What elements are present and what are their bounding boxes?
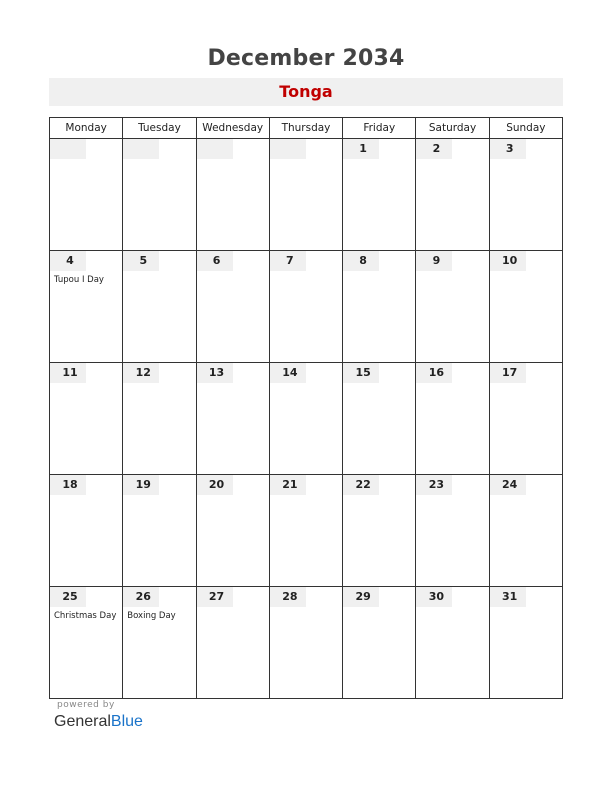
day-number: 11 [50, 363, 86, 383]
day-number: 18 [50, 475, 86, 495]
day-number: 22 [343, 475, 379, 495]
day-cell [489, 251, 562, 363]
day-cell [416, 251, 489, 363]
day-cell [123, 475, 196, 587]
powered-by-label: powered by [57, 700, 115, 710]
week-row [50, 475, 563, 587]
day-number: 10 [490, 251, 526, 271]
day-number: 7 [270, 251, 306, 271]
day-number [123, 139, 159, 159]
day-number: 2 [416, 139, 452, 159]
week-row [50, 587, 563, 699]
day-cell [269, 475, 342, 587]
day-cell [123, 587, 196, 699]
day-number: 26 [123, 587, 159, 607]
country-banner [49, 78, 563, 106]
day-number: 8 [343, 251, 379, 271]
brand-logo[interactable] [54, 713, 143, 731]
day-cell [343, 475, 416, 587]
day-cell [50, 139, 123, 251]
day-number: 4 [50, 251, 86, 271]
page-title: December 2034 [207, 46, 405, 71]
day-cell [123, 251, 196, 363]
day-number: 31 [490, 587, 526, 607]
weekday-header: Monday [50, 118, 123, 139]
day-cell [196, 139, 269, 251]
weekday-header: Friday [343, 118, 416, 139]
day-cell [416, 363, 489, 475]
day-cell [123, 139, 196, 251]
day-number: 21 [270, 475, 306, 495]
brand-blue: Blue [110, 713, 143, 730]
day-cell [343, 251, 416, 363]
weekday-header: Sunday [489, 118, 562, 139]
day-number: 20 [197, 475, 233, 495]
day-number: 27 [197, 587, 233, 607]
week-row [50, 139, 563, 251]
day-cell [269, 363, 342, 475]
day-cell [343, 587, 416, 699]
day-cell [50, 587, 123, 699]
day-number: 12 [123, 363, 159, 383]
day-cell [489, 475, 562, 587]
day-number: 6 [197, 251, 233, 271]
weekday-header: Wednesday [196, 118, 269, 139]
holiday-label: Tupou I Day [54, 275, 104, 285]
day-number [270, 139, 306, 159]
weekday-header: Saturday [416, 118, 489, 139]
day-cell [196, 475, 269, 587]
day-number: 23 [416, 475, 452, 495]
day-cell [50, 475, 123, 587]
day-number: 15 [343, 363, 379, 383]
day-number: 1 [343, 139, 379, 159]
day-number: 5 [123, 251, 159, 271]
weekday-header: Thursday [269, 118, 342, 139]
day-number: 28 [270, 587, 306, 607]
day-cell [343, 363, 416, 475]
day-number: 17 [490, 363, 526, 383]
day-cell [50, 251, 123, 363]
holiday-label: Boxing Day [127, 611, 176, 621]
day-cell [489, 587, 562, 699]
day-number: 24 [490, 475, 526, 495]
day-cell [416, 139, 489, 251]
day-cell [269, 139, 342, 251]
day-number: 9 [416, 251, 452, 271]
day-cell [343, 139, 416, 251]
day-number: 3 [490, 139, 526, 159]
day-cell [196, 251, 269, 363]
day-cell [489, 139, 562, 251]
country-label: Tonga [279, 82, 333, 101]
week-row [50, 363, 563, 475]
week-row [50, 251, 563, 363]
day-cell [196, 363, 269, 475]
day-cell [269, 251, 342, 363]
day-number: 19 [123, 475, 159, 495]
day-number: 29 [343, 587, 379, 607]
calendar-grid [49, 117, 563, 699]
brand-general: General [54, 713, 111, 730]
day-cell [489, 363, 562, 475]
holiday-label: Christmas Day [54, 611, 117, 621]
day-number: 25 [50, 587, 86, 607]
day-number: 13 [197, 363, 233, 383]
day-cell [123, 363, 196, 475]
day-number [50, 139, 86, 159]
weekday-header: Tuesday [123, 118, 196, 139]
day-cell [416, 587, 489, 699]
day-number [197, 139, 233, 159]
weekday-header-row [50, 118, 563, 139]
day-cell [269, 587, 342, 699]
day-number: 14 [270, 363, 306, 383]
day-number: 16 [416, 363, 452, 383]
day-number: 30 [416, 587, 452, 607]
day-cell [196, 587, 269, 699]
day-cell [50, 363, 123, 475]
day-cell [416, 475, 489, 587]
